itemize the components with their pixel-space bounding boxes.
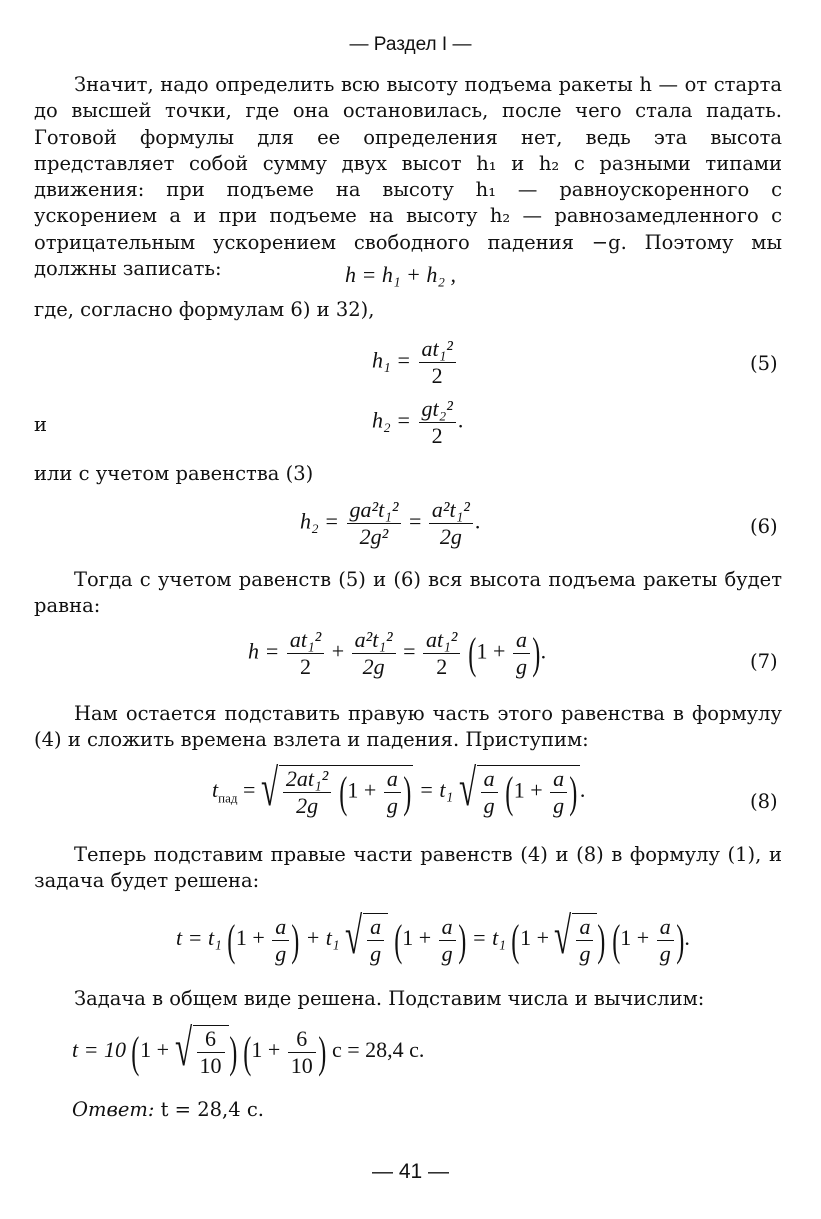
equation-number-6: (6) <box>750 515 778 538</box>
eq8-equals: = <box>242 777 256 803</box>
eq10-one-plus-2: 1 + <box>251 1037 281 1063</box>
eq8-sqrt-2 <box>458 760 580 819</box>
text-considering-equality: или с учетом равенства (3) <box>34 462 314 485</box>
answer-line <box>72 1098 264 1121</box>
eq8-fraction-2 <box>384 766 401 819</box>
eq-h2-period: . <box>457 407 464 433</box>
eq-h2-numerator: gt₂² <box>419 396 456 423</box>
eq8-fraction-4 <box>550 766 567 819</box>
eq8-one-plus-2: 1 + <box>513 777 543 803</box>
eq8-fraction-3 <box>481 766 498 819</box>
eq7-fraction-3 <box>423 627 460 680</box>
eq6-denominator-1: 2g² <box>359 524 389 549</box>
eq7-numerator-4: a <box>513 627 530 654</box>
text-according-formulas: где, согласно формулам 6) и 32), <box>34 298 375 321</box>
eq9-denominator-5: g <box>659 940 671 966</box>
eq7-plus: + <box>331 638 345 664</box>
eq10-paren-2l: ( <box>243 1027 252 1077</box>
equation-height-sum: h = h₁ + h₂ , <box>345 262 456 287</box>
running-header: — Раздел I — <box>349 34 472 55</box>
eq9-paren-1l: ( <box>227 915 236 965</box>
eq7-denominator-2: 2g <box>362 654 385 679</box>
eq9-numerator-3: a <box>439 914 456 941</box>
eq7-numerator-3: at₁² <box>423 627 460 654</box>
eq8-denominator-2: g <box>386 793 398 818</box>
answer-value: t = 28,4 с. <box>160 1098 264 1121</box>
eq9-fraction-2 <box>367 914 384 967</box>
eq9-one-plus-2: 1 + <box>402 925 432 951</box>
eq9-paren-1r: ) <box>291 915 300 965</box>
radical-icon: √ <box>554 908 572 965</box>
eq7-denominator-3: 2 <box>436 654 448 679</box>
paragraph-compute: Задача в общем виде решена. Подставим числа и вычислим: <box>74 987 705 1010</box>
eq10-numerator-1: 6 <box>197 1026 225 1053</box>
eq8-left-paren-1: ( <box>339 768 348 817</box>
eq7-period: . <box>540 638 547 664</box>
page-number: — 41 — <box>371 1160 450 1183</box>
eq6-denominator-2: 2g <box>439 524 462 549</box>
eq8-numerator-2: a <box>384 766 401 793</box>
eq5-fraction <box>419 336 456 389</box>
eq9-equals-t1: = t₁ <box>471 925 506 951</box>
eq10-result: с = 28,4 с. <box>331 1037 425 1063</box>
equation-7 <box>248 627 546 680</box>
eq7-fraction-2 <box>352 627 396 680</box>
eq8-numerator-4: a <box>550 766 567 793</box>
eq9-fraction-3 <box>439 914 456 967</box>
eq5-numerator: at₁² <box>419 336 456 363</box>
eq7-fraction-4 <box>513 627 530 680</box>
eq9-sqrt-1 <box>345 908 388 967</box>
eq8-denominator-1: 2g <box>296 793 319 818</box>
radical-icon: √ <box>260 760 279 817</box>
equation-number-8: (8) <box>750 790 778 813</box>
equation-numeric <box>72 1020 425 1079</box>
eq9-denominator-4: g <box>579 941 591 966</box>
equation-8 <box>212 760 586 819</box>
eq7-denominator-4: g <box>515 654 527 679</box>
eq8-lhs-subscript: пад <box>218 790 238 806</box>
equation-6 <box>300 497 480 550</box>
paragraph-total-height: Тогда с учетом равенств (5) и (6) вся высота подъема ракеты будет равна: <box>34 568 782 618</box>
eq8-equals-t1: = t₁ <box>418 777 454 803</box>
eq7-left-paren: ( <box>468 629 477 678</box>
eq8-numerator-3: a <box>481 766 498 793</box>
eq9-one-plus-1: 1 + <box>235 925 265 951</box>
eq9-paren-2l: ( <box>393 915 402 965</box>
eq9-one-plus-3: 1 + <box>520 925 549 951</box>
eq9-paren-2r: ) <box>457 915 466 965</box>
eq-h2-fraction <box>419 396 456 449</box>
radical-icon: √ <box>458 760 476 817</box>
eq9-denominator-1: g <box>275 940 287 966</box>
eq7-equals: = <box>403 638 416 664</box>
eq6-lhs: h₂ = <box>300 508 339 534</box>
eq7-right-paren: ) <box>532 629 541 678</box>
eq6-equals: = <box>408 508 422 534</box>
equation-number-5: (5) <box>750 352 778 375</box>
eq8-lhs-t: t <box>212 777 219 803</box>
eq10-paren-1l: ( <box>131 1027 140 1077</box>
eq5-lhs: h₁ = <box>372 347 411 373</box>
eq9-one-plus-4: 1 + <box>620 925 650 951</box>
eq9-fraction-1 <box>272 914 289 967</box>
radical-icon: √ <box>345 908 363 965</box>
eq7-numerator-2: a²t₁² <box>352 627 396 654</box>
eq9-denominator-2: g <box>370 941 382 966</box>
eq9-fraction-5 <box>657 914 674 967</box>
equation-5 <box>372 336 458 389</box>
eq10-denominator-2: 10 <box>290 1052 313 1078</box>
eq7-lhs: h = <box>248 638 280 664</box>
eq6-numerator-1: ga²t₁² <box>347 497 402 524</box>
eq9-numerator-5: a <box>657 914 674 941</box>
eq7-denominator-1: 2 <box>300 654 312 679</box>
eq-h2-lhs: h₂ = <box>372 407 411 433</box>
eq9-denominator-3: g <box>441 940 453 966</box>
equation-number-7: (7) <box>750 650 778 673</box>
eq9-numerator-2: a <box>367 914 384 941</box>
eq10-denominator-1: 10 <box>199 1053 222 1078</box>
eq9-plus-t1: + t₁ <box>305 925 340 951</box>
eq6-period: . <box>474 508 481 534</box>
eq8-sqrt-1 <box>260 760 414 819</box>
paragraph-intro: Значит, надо определить всю высоту подъема ракеты h — от старта до высшей точки, где она остановилась, после чего стала падать. Готовой формулы для ее определения нет, ведь эта высота представляет собой сумму двух высот h₁ и h₂ с разными типами движения: при подъеме на высоту h₁ — равноускоренного с ускорением a и при подъеме на высоту h₂ — равнозамедленного с отрицательным ускорением свободного падения −g. Поэтому мы должны записать: <box>34 73 782 281</box>
eq9-numerator-1: a <box>272 914 289 941</box>
eq9-fraction-4 <box>576 914 593 967</box>
eq8-right-paren-2: ) <box>569 768 578 817</box>
eq7-fraction-1 <box>287 627 324 680</box>
eq5-denominator: 2 <box>431 363 443 388</box>
eq8-fraction-1 <box>283 766 331 819</box>
eq9-paren-4r: ) <box>676 915 685 965</box>
eq8-numerator-1: 2at₁² <box>283 766 331 793</box>
eq10-fraction-2 <box>288 1026 316 1079</box>
eq10-fraction-1 <box>197 1026 225 1079</box>
paragraph-substitute: Нам остается подставить правую часть этого равенства в формулу (4) и сложить времена взлета и падения. Приступим: <box>34 702 782 752</box>
eq9-paren-3l: ( <box>511 915 520 965</box>
eq10-lhs: t = 10 <box>72 1037 126 1063</box>
eq8-one-plus-1: 1 + <box>347 777 377 803</box>
eq9-paren-3r: ) <box>597 915 606 965</box>
equation-total-time <box>176 908 690 967</box>
eq6-fraction-2 <box>429 497 473 550</box>
eq8-denominator-4: g <box>553 793 565 818</box>
paragraph-final-substitution: Теперь подставим правые части равенств (4) и (8) в формулу (1), и задача будет решена: <box>34 843 782 893</box>
eq-h2-denominator: 2 <box>431 423 443 448</box>
radical-icon: √ <box>174 1020 192 1077</box>
answer-label: Ответ: <box>72 1098 155 1121</box>
eq7-numerator-1: at₁² <box>287 627 324 654</box>
eq10-one-plus-1: 1 + <box>140 1037 170 1063</box>
eq6-numerator-2: a²t₁² <box>429 497 473 524</box>
eq6-fraction-1 <box>347 497 402 550</box>
eq8-right-paren-1: ) <box>403 768 412 817</box>
eq9-numerator-4: a <box>576 914 593 941</box>
eq10-numerator-2: 6 <box>288 1026 316 1053</box>
eq10-sqrt <box>174 1020 229 1079</box>
equation-h2 <box>372 396 463 449</box>
eq8-left-paren-2: ( <box>505 768 514 817</box>
eq8-period: . <box>579 777 586 803</box>
eq9-lhs: t = t₁ <box>176 925 222 951</box>
eq9-period: . <box>684 925 690 951</box>
eq9-paren-4l: ( <box>611 915 620 965</box>
eq8-denominator-3: g <box>483 793 495 818</box>
eq10-paren-1r: ) <box>228 1027 237 1077</box>
eq9-sqrt-2 <box>554 908 597 967</box>
eq7-one-plus: 1 + <box>476 638 506 664</box>
eq10-paren-2r: ) <box>318 1027 327 1077</box>
word-and: и <box>34 413 47 436</box>
